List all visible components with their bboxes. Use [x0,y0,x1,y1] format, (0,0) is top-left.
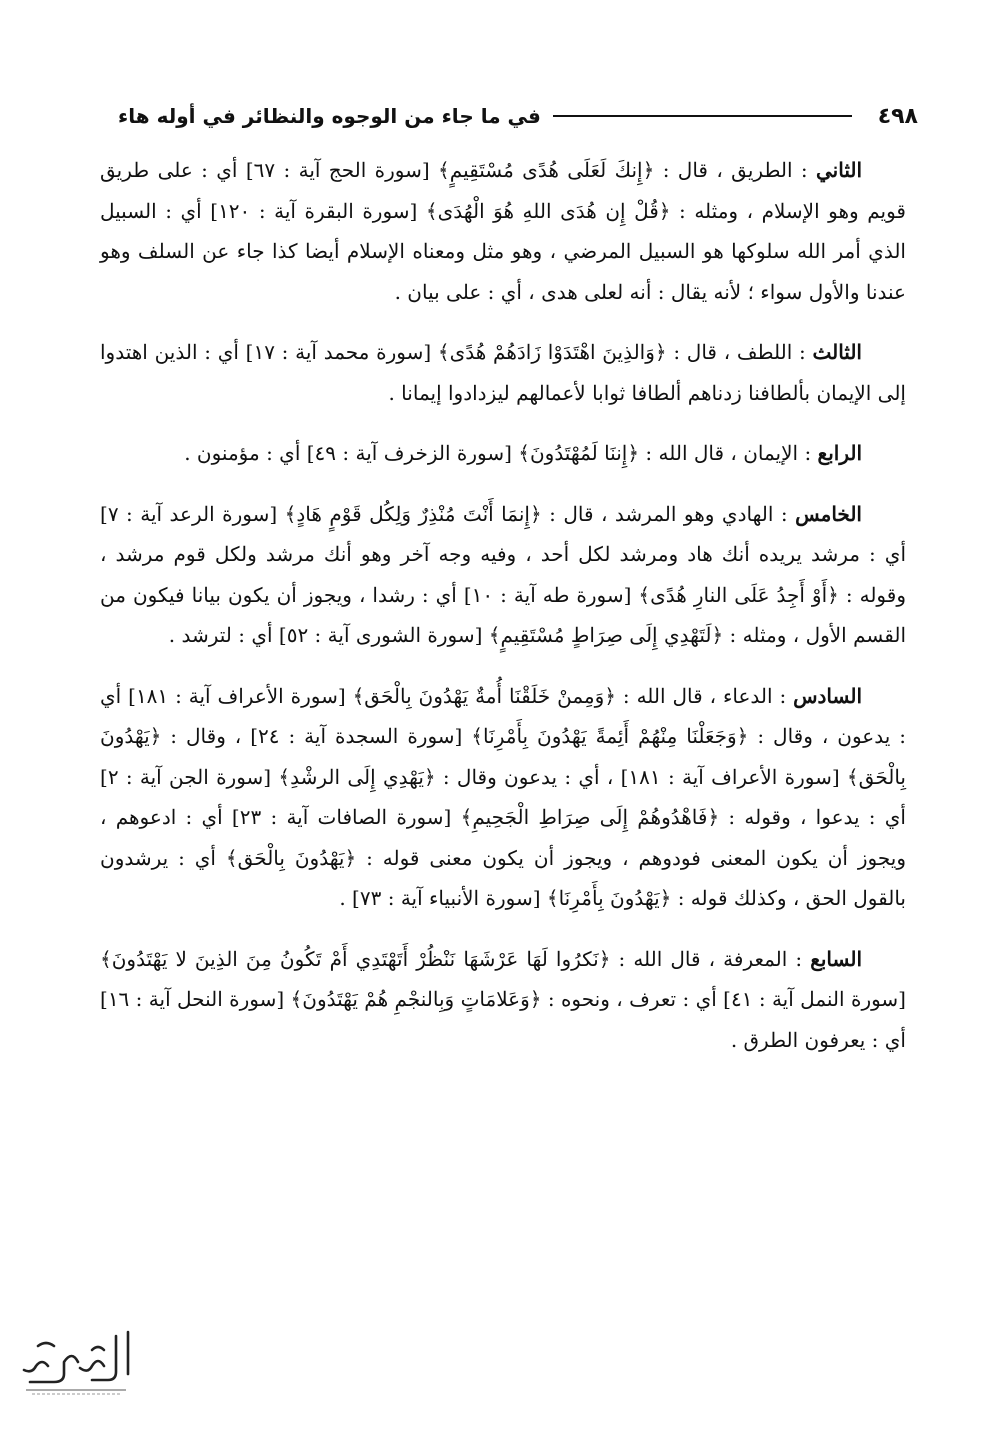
paragraph-text: : الإيمان ، قال الله : ﴿إِننَا لَمُهْتَدُونَ﴾ [سورة الزخرف آية : ٤٩] أي : مؤمنون . [184,441,818,465]
paragraph-text: : الطريق ، قال : ﴿إِنكَ لَعَلَى هُدًى مُسْتَقِيمٍ﴾ [سورة الحج آية : ٦٧] أي : على طريق قويم وهو الإسلام ، ومثله : ﴿قُلْ إِن هُدَى اللهِ هُوَ الْهُدَى﴾ [سورة البقرة آية : ١٢٠] أي : السبيل الذي أمر الله سلوكها هو السبيل المرضي ، وهو مثل ومعناه الإسلام أيضا كذا جاء عن السلف وهو عندنا والأول سواء ؛ لأنه يقال : أنه لعلى هدى ، أي : على بيان . [100,158,906,304]
paragraph-lead: الثالث [812,340,862,364]
header-rule [553,115,852,117]
paragraph-third [100,332,906,413]
almeshkat-logo-icon [8,1322,138,1402]
paragraph-sixth [100,676,906,919]
paragraph-text: : اللطف ، قال : ﴿وَالذِينَ اهْتَدَوْا زَادَهُمْ هُدًى﴾ [سورة محمد آية : ١٧] أي : الذين اهتدوا إلى الإيمان بألطافنا زدناهم ألطافا ثوابا لأعمالهم ليزدادوا إيمانا . [100,340,906,405]
paragraph-lead: الرابع [817,441,862,465]
paragraph-lead: الثاني [815,158,862,182]
paragraph-lead: السابع [810,946,862,971]
page-header [118,96,918,136]
paragraph-text: : الهادي وهو المرشد ، قال : ﴿إِنمَا أَنْتَ مُنْذِرٌ وَلِكُل قَوْمٍ هَادٍ﴾ [سورة الرعد آية : ٧] أي : مرشد يريده أنك هاد ومرشد لكل أحد ، وفيه وجه آخر وهو أنك مرشد ولكل قوم مرشد ، وقوله : ﴿أَوْ أَجِدُ عَلَى النارِ هُدًى﴾ [سورة طه آية : ١٠] أي : رشدا ، ويجوز أن يكون بيانا فيكون من القسم الأول ، ومثله : ﴿لَتَهْدِي إِلَى صِرَاطٍ مُسْتَقِيمٍ﴾ [سورة الشورى آية : ٥٢] أي : لترشد . [100,501,906,647]
paragraph-second [100,150,906,312]
running-title: في ما جاء من الوجوه والنظائر في أوله هاء [118,104,541,128]
paragraph-lead: الخامس [795,501,862,526]
paragraph-fourth [100,433,906,474]
page-body [100,150,906,1076]
paragraph-lead: السادس [793,683,862,708]
paragraph-seventh [100,939,906,1061]
paragraph-text: : المعرفة ، قال الله : ﴿نَكرُوا لَهَا عَرْشَهَا نَنْظُرْ أَتَهْتَدِي أَمْ تَكُونُ مِنَ الذِينَ لا يَهْتَدُونَ﴾ [سورة النمل آية : ٤١] أي : تعرف ، ونحوه : ﴿وَعَلامَاتٍ وَبِالنجْمِ هُمْ يَهْتَدُونَ﴾ [سورة النحل آية : ١٦] أي : يعرفون الطرق . [100,946,906,1052]
paragraph-fifth [100,494,906,656]
page-number: ٤٩٨ [877,103,918,129]
paragraph-text: : الدعاء ، قال الله : ﴿وَمِمنْ خَلَقْنَا أُمةٌ يَهْدُونَ بِالْحَق﴾ [سورة الأعراف آية : ١٨١] أي : يدعون ، وقال : ﴿وَجَعَلْنَا مِنْهُمْ أَئِمةً يَهْدُونَ بِأَمْرِنَا﴾ [سورة السجدة آية : ٢٤] ، وقال : ﴿يَهْدُونَ بِالْحَق﴾ [سورة الأعراف آية : ١٨١] ، أي : يدعون وقال : ﴿يَهْدِي إِلَى الرشْدِ﴾ [سورة الجن آية : ٢] أي : يدعوا ، وقوله : ﴿فَاهْدُوهُمْ إِلَى صِرَاطِ الْجَحِيمِ﴾ [سورة الصافات آية : ٢٣] أي : ادعوهم ، ويجوز أن يكون المعنى فودوهم ، ويجوز أن يكون معنى قوله : ﴿يَهْدُونَ بِالْحَق﴾ أي : يرشدون بالقول الحق ، وكذلك قوله : ﴿يَهْدُونَ بِأَمْرِنَا﴾ [سورة الأنبياء آية : ٧٣] . [100,683,906,910]
